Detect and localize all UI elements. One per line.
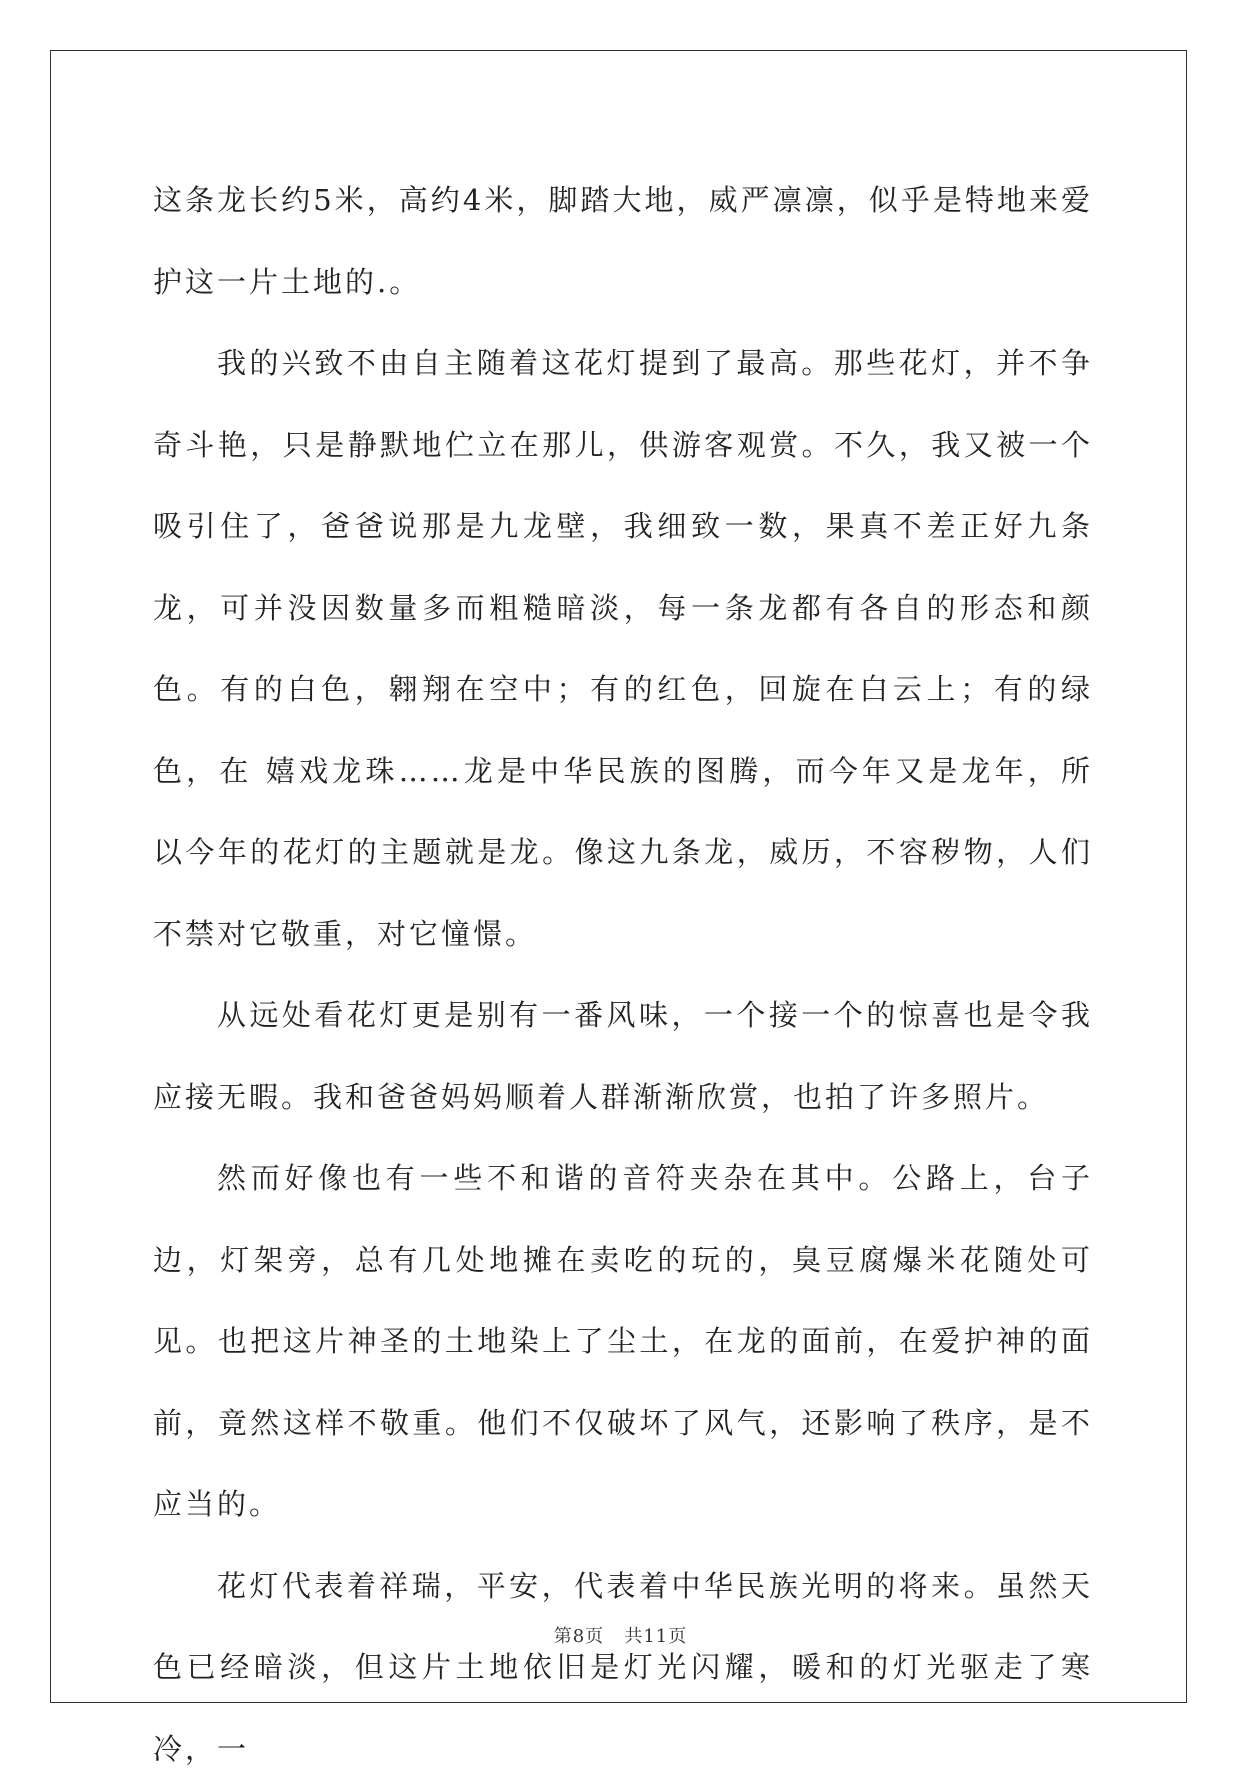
page-number: 第8页 (554, 1626, 604, 1647)
paragraph-1: 这条龙长约5米，高约4米，脚踏大地，威严凛凛，似乎是特地来爱护这一片土地的.。 (153, 160, 1093, 323)
page-footer (0, 1622, 1241, 1648)
document-body (153, 160, 1093, 1790)
paragraph-4: 然而好像也有一些不和谐的音符夹杂在其中。公路上，台子边，灯架旁，总有几处地摊在卖吃的玩的，臭豆腐爆米花随处可见。也把这片神圣的土地染上了尘土，在龙的面前，在爱护神的面前，竟然这样不敬重。他们不仅破坏了风气，还影响了秩序，是不应当的。 (153, 1138, 1093, 1546)
paragraph-2: 我的兴致不由自主随着这花灯提到了最高。那些花灯，并不争奇斗艳，只是静默地伫立在那儿，供游客观赏。不久，我又被一个吸引住了，爸爸说那是九龙壁，我细致一数，果真不差正好九条龙，可并没因数量多而粗糙暗淡，每一条龙都有各自的形态和颜色。有的白色，翱翔在空中；有的红色，回旋在白云上；有的绿色，在 嬉戏龙珠……龙是中华民族的图腾，而今年又是龙年，所以今年的花灯的主题就是龙。像这九条龙，威历，不容秽物，人们不禁对它敬重，对它憧憬。 (153, 323, 1093, 975)
paragraph-5: 花灯代表着祥瑞，平安，代表着中华民族光明的将来。虽然天色已经暗淡，但这片土地依旧是灯光闪耀，暖和的灯光驱走了寒冷，一 (153, 1546, 1093, 1790)
page-total: 共11页 (624, 1626, 687, 1647)
paragraph-3: 从远处看花灯更是别有一番风味，一个接一个的惊喜也是令我应接无暇。我和爸爸妈妈顺着人群渐渐欣赏，也拍了许多照片。 (153, 975, 1093, 1138)
